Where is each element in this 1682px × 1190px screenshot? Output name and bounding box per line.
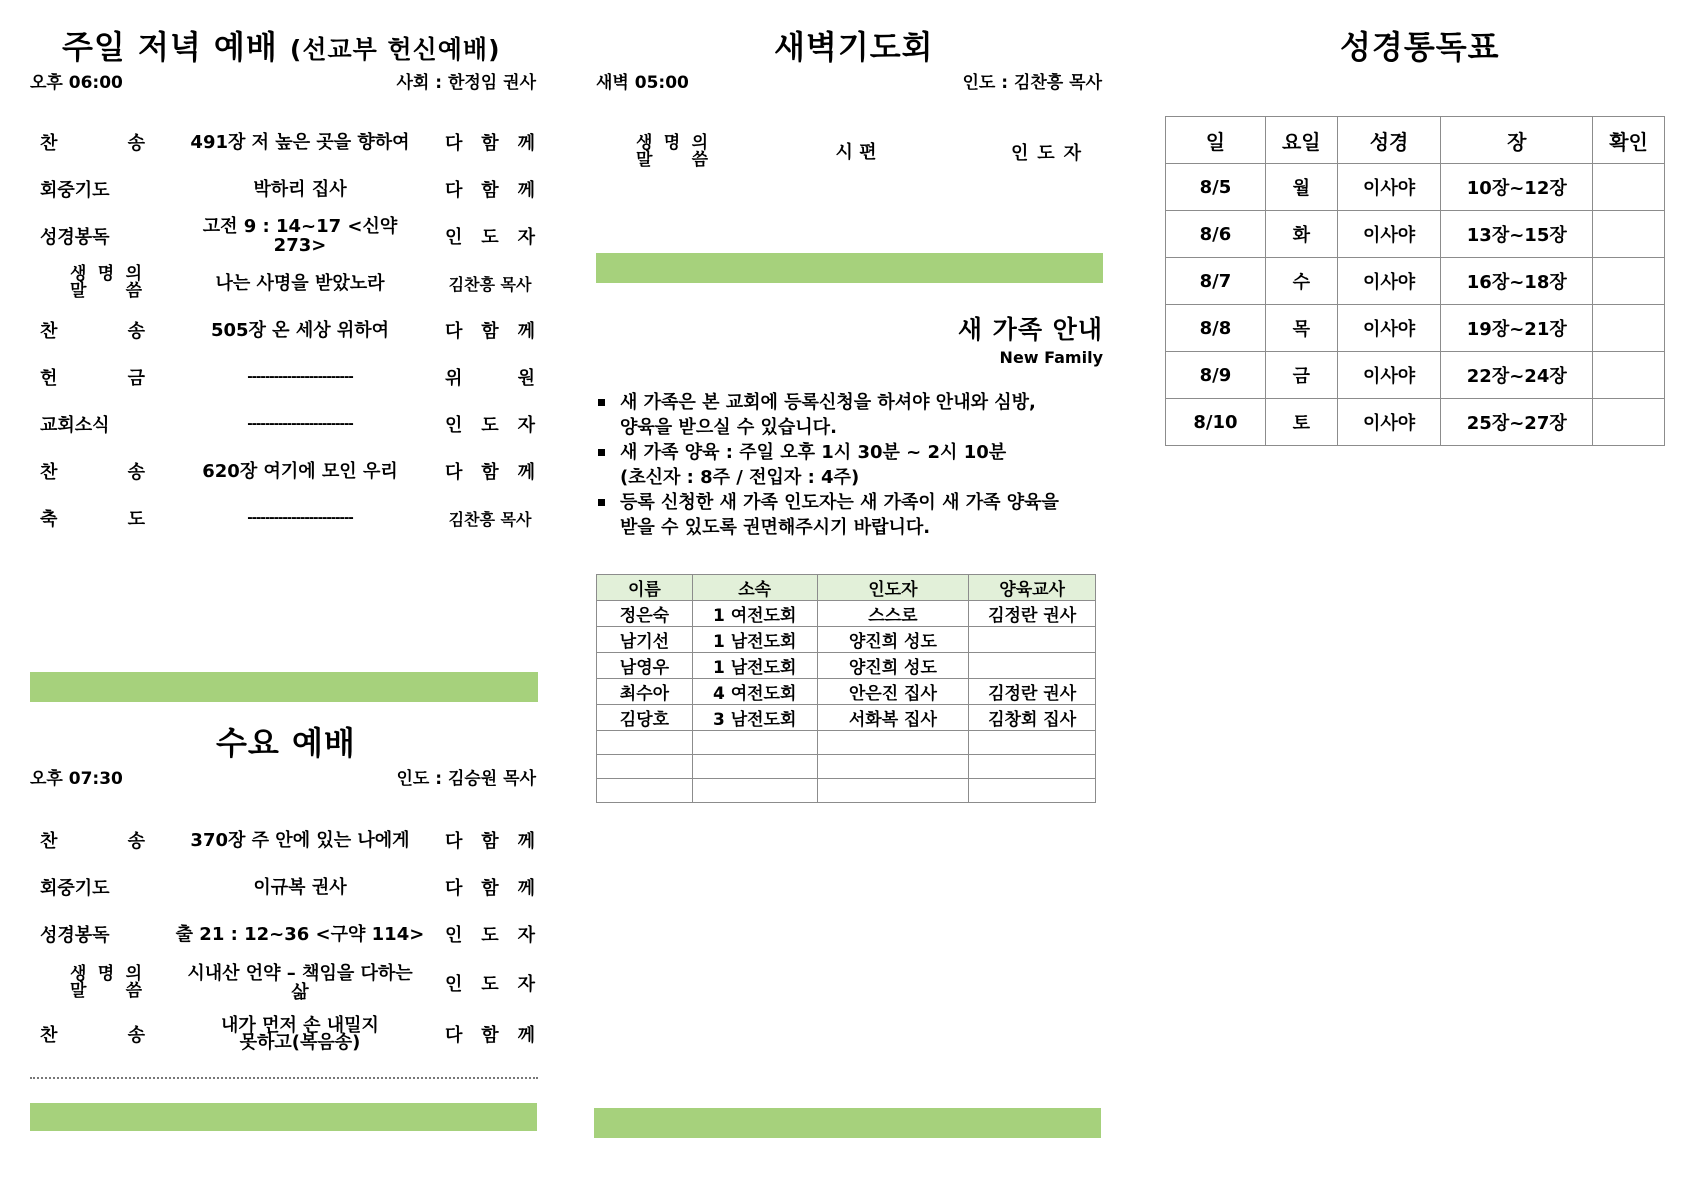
table-row (597, 779, 1096, 803)
dotted-divider (30, 1077, 538, 1079)
sunday-evening-title-text: 주일 저녁 예배 (62, 28, 278, 66)
new-family-table (596, 574, 1096, 803)
sunday-evening-host: 사회 : 한정임 권사 (396, 73, 536, 93)
list-item: 등록 신청한 새 가족 인도자는 새 가족이 새 가족 양육을 받을 수 있도록 권면해주시기 바랍니다. (596, 490, 1106, 540)
bible-reading-table (1165, 116, 1665, 446)
table-row (1166, 164, 1665, 211)
check-cell[interactable] (1593, 164, 1665, 211)
order-row (40, 169, 540, 209)
table-cell (969, 731, 1096, 755)
new-family-subtitle: New Family (999, 348, 1103, 367)
dawn-prayer-leader: 인도 : 김찬흥 목사 (962, 73, 1102, 93)
order-role: 인 도 자 (445, 925, 535, 946)
new-family-title: 새 가족 안내 (957, 315, 1103, 344)
column-header: 소속 (692, 575, 817, 601)
table-cell (817, 779, 969, 803)
order-role: 김찬흥 목사 (448, 274, 532, 294)
table-row (1166, 399, 1665, 446)
table-row (597, 731, 1096, 755)
wednesday-title: 수요 예배 (216, 724, 356, 762)
order-row (40, 1014, 540, 1054)
order-label: 헌 금 (40, 368, 145, 389)
list-item: 새 가족 양육 : 주일 오후 1시 30분 ~ 2시 10분 (초신자 : 8주 / 전입자 : 4주) (596, 440, 1106, 490)
table-cell: 13장~15장 (1441, 211, 1593, 258)
order-label: 찬 송 (40, 462, 145, 483)
table-cell: 25장~27장 (1441, 399, 1593, 446)
table-cell (692, 779, 817, 803)
divider-bar (30, 672, 538, 702)
order-row (40, 357, 540, 397)
order-label: 성경봉독 (40, 227, 110, 248)
order-row (40, 216, 540, 256)
bible-reading-title: 성경통독표 (1340, 28, 1500, 66)
divider-bar (594, 1108, 1101, 1138)
table-row (597, 755, 1096, 779)
wednesday-time: 오후 07:30 (30, 769, 123, 789)
order-role: 인 도 자 (445, 974, 535, 995)
divider-bar (30, 1103, 537, 1131)
table-cell: 8/10 (1166, 399, 1266, 446)
order-role: 김찬흥 목사 (448, 509, 532, 529)
table-row (1166, 211, 1665, 258)
table-header-row (1166, 117, 1665, 164)
table-cell: 남기선 (597, 627, 693, 653)
sunday-evening-time: 오후 06:00 (30, 73, 123, 93)
table-cell (817, 731, 969, 755)
table-cell (692, 755, 817, 779)
column-header: 확인 (1593, 117, 1665, 164)
table-cell: 8/8 (1166, 305, 1266, 352)
dawn-prayer-title: 새벽기도회 (774, 28, 934, 66)
order-role: 다 함 께 (445, 831, 535, 852)
order-role: 다 함 께 (445, 878, 535, 899)
column-header: 요일 (1265, 117, 1337, 164)
wednesday-leader: 인도 : 김승원 목사 (396, 769, 536, 789)
table-row (597, 653, 1096, 679)
table-header-row (597, 575, 1096, 601)
table-row (597, 601, 1096, 627)
table-cell: 8/7 (1166, 258, 1266, 305)
table-cell: 최수아 (597, 679, 693, 705)
table-cell: 김당호 (597, 705, 693, 731)
order-content: 고전 9 : 14~17 <신약 273> (202, 216, 398, 256)
table-row (1166, 258, 1665, 305)
order-label: 회중기도 (40, 878, 110, 899)
column-header: 일 (1166, 117, 1266, 164)
table-row (597, 705, 1096, 731)
table-cell (597, 731, 693, 755)
table-cell: 스스로 (817, 601, 969, 627)
table-cell: 8/5 (1166, 164, 1266, 211)
table-cell: 이사야 (1337, 164, 1441, 211)
order-content: 나는 사명을 받았노라 (215, 272, 385, 294)
order-row (40, 310, 540, 350)
order-label: 교회소식 (40, 415, 110, 436)
table-cell: 1 남전도회 (692, 653, 817, 679)
order-row (40, 914, 540, 954)
order-role: 인 도 자 (1011, 143, 1081, 164)
order-content: ------------------------ (247, 369, 353, 385)
table-cell (969, 653, 1096, 679)
order-role: 인 도 자 (445, 227, 535, 248)
table-cell: 안은진 집사 (817, 679, 969, 705)
table-cell: 월 (1265, 164, 1337, 211)
order-role: 다 함 께 (445, 462, 535, 483)
table-cell: 이사야 (1337, 305, 1441, 352)
table-cell: 이사야 (1337, 399, 1441, 446)
table-row (1166, 352, 1665, 399)
table-cell: 이사야 (1337, 258, 1441, 305)
order-row (40, 820, 540, 860)
table-cell: 수 (1265, 258, 1337, 305)
table-cell: 19장~21장 (1441, 305, 1593, 352)
table-cell: 정은숙 (597, 601, 693, 627)
table-cell: 10장~12장 (1441, 164, 1593, 211)
table-cell (969, 779, 1096, 803)
sunday-evening-subtitle: (선교부 헌신예배) (289, 35, 501, 64)
order-role: 다 함 께 (445, 1025, 535, 1046)
table-cell: 양진희 성도 (817, 653, 969, 679)
order-row (40, 263, 540, 303)
table-cell (692, 731, 817, 755)
order-label: 회중기도 (40, 180, 110, 201)
table-cell: 금 (1265, 352, 1337, 399)
table-cell: 목 (1265, 305, 1337, 352)
table-row (1166, 305, 1665, 352)
table-cell: 이사야 (1337, 352, 1441, 399)
order-content: 시 편 (835, 141, 877, 163)
table-cell: 1 남전도회 (692, 627, 817, 653)
table-cell (969, 755, 1096, 779)
table-cell (817, 755, 969, 779)
order-label: 찬 송 (40, 321, 145, 342)
order-label: 찬 송 (40, 831, 145, 852)
order-row (40, 404, 540, 444)
table-cell: 서화복 집사 (817, 705, 969, 731)
dawn-prayer-time: 새벽 05:00 (596, 73, 689, 93)
sunday-evening-title (62, 22, 501, 68)
order-content: 620장 여기에 모인 우리 (202, 460, 398, 482)
check-cell[interactable] (1593, 211, 1665, 258)
table-cell: 화 (1265, 211, 1337, 258)
table-cell: 토 (1265, 399, 1337, 446)
table-cell (969, 627, 1096, 653)
order-content: 491장 저 높은 곳을 향하여 (190, 131, 410, 153)
order-role: 위 원 (445, 368, 535, 389)
order-role: 인 도 자 (445, 415, 535, 436)
table-cell: 8/9 (1166, 352, 1266, 399)
table-row (597, 679, 1096, 705)
order-label: 찬 송 (40, 1025, 145, 1046)
table-cell: 이사야 (1337, 211, 1441, 258)
order-label: 생 명 의 말 씀 (636, 133, 708, 170)
column-header: 이름 (597, 575, 693, 601)
table-cell: 김정란 권사 (969, 679, 1096, 705)
column-header: 인도자 (817, 575, 969, 601)
order-content: 505장 온 세상 위하여 (210, 319, 390, 341)
table-cell: 3 남전도회 (692, 705, 817, 731)
order-role: 다 함 께 (445, 321, 535, 342)
table-cell: 김정란 권사 (969, 601, 1096, 627)
order-label: 생 명 의 말 씀 (70, 964, 142, 1001)
order-content: 이규복 권사 (253, 876, 347, 898)
divider-bar (596, 253, 1103, 283)
order-row (40, 963, 540, 1003)
column-header: 양육교사 (969, 575, 1096, 601)
table-cell: 22장~24장 (1441, 352, 1593, 399)
order-content: 박하리 집사 (253, 178, 347, 200)
order-content: 370장 주 안에 있는 나에게 (190, 829, 410, 851)
order-content: 시내산 언약 – 책임을 다하는 삶 (187, 963, 413, 1003)
order-row (40, 867, 540, 907)
dawn-prayer-row (596, 130, 1101, 174)
table-cell: 양진희 성도 (817, 627, 969, 653)
table-cell: 16장~18장 (1441, 258, 1593, 305)
list-item: 새 가족은 본 교회에 등록신청을 하셔야 안내와 심방, 양육을 받으실 수 있습니다. (596, 390, 1106, 440)
new-family-notes (596, 390, 1106, 540)
order-row (40, 498, 540, 538)
order-label: 축 도 (40, 509, 145, 530)
check-cell[interactable] (1593, 399, 1665, 446)
table-cell (597, 755, 693, 779)
table-cell: 4 여전도회 (692, 679, 817, 705)
table-row (597, 627, 1096, 653)
table-cell: 남영우 (597, 653, 693, 679)
order-label: 생 명 의 말 씀 (70, 264, 142, 301)
table-cell: 김창회 집사 (969, 705, 1096, 731)
order-label: 성경봉독 (40, 925, 110, 946)
check-cell[interactable] (1593, 305, 1665, 352)
order-row (40, 122, 540, 162)
order-role: 다 함 께 (445, 133, 535, 154)
check-cell[interactable] (1593, 352, 1665, 399)
table-cell (597, 779, 693, 803)
column-header: 장 (1441, 117, 1593, 164)
order-content: 출 21 : 12~36 <구약 114> (175, 923, 425, 945)
order-content: 내가 먼저 손 내밀지 못하고(복음송) (221, 1015, 379, 1053)
table-cell: 8/6 (1166, 211, 1266, 258)
order-row (40, 451, 540, 491)
order-role: 다 함 께 (445, 180, 535, 201)
check-cell[interactable] (1593, 258, 1665, 305)
order-label: 찬 송 (40, 133, 145, 154)
order-content: ------------------------ (247, 510, 353, 526)
table-cell: 1 여전도회 (692, 601, 817, 627)
order-content: ------------------------ (247, 416, 353, 432)
column-header: 성경 (1337, 117, 1441, 164)
